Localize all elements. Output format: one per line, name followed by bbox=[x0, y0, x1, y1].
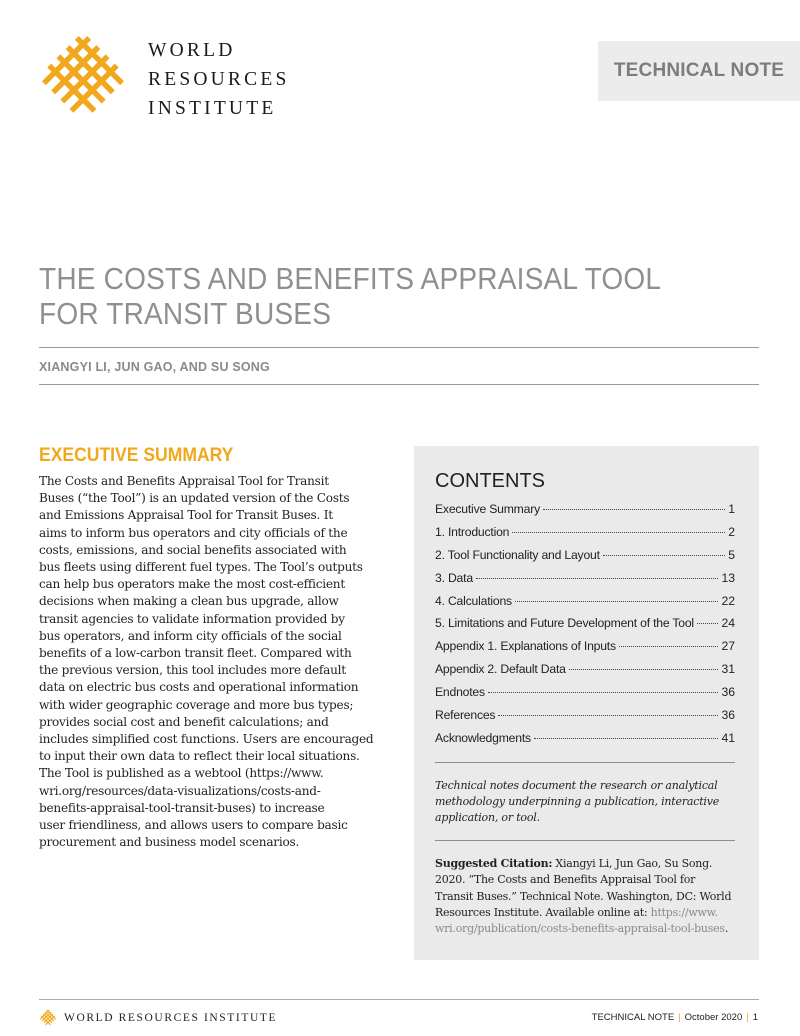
authors-divider bbox=[39, 384, 759, 385]
toc-item-page: 1 bbox=[728, 502, 735, 516]
summary-line: provides social cost and benefit calculations; and bbox=[39, 714, 329, 729]
toc-item-page: 5 bbox=[728, 547, 735, 562]
summary-line: benefits-appraisal-tool-transit-buses) to increase bbox=[39, 800, 325, 815]
org-name bbox=[148, 36, 290, 123]
toc-item-page: 2 bbox=[728, 524, 735, 539]
citation-label: Suggested Citation: bbox=[435, 857, 553, 870]
wri-logo-icon bbox=[38, 32, 128, 122]
footer-date: October 2020 bbox=[684, 1012, 743, 1023]
toc-item-page: 13 bbox=[721, 570, 735, 585]
footer-label: TECHNICAL NOTE bbox=[591, 1012, 675, 1023]
summary-line: includes simplified cost functions. Users are encouraged bbox=[39, 732, 374, 747]
summary-line: with wider geographic coverage and more bus types; bbox=[39, 697, 354, 712]
toc-item-page: 36 bbox=[721, 708, 735, 723]
document-title bbox=[39, 262, 683, 332]
citation-text: 2020. “The Costs and Benefits Appraisal Tool for bbox=[435, 873, 696, 887]
summary-line: can help bus operators make the most cost-efficient bbox=[39, 577, 345, 592]
org-name-line: WORLD bbox=[148, 40, 236, 61]
contents-divider bbox=[435, 762, 735, 763]
summary-line: The Costs and Benefits Appraisal Tool for Transit bbox=[39, 474, 329, 488]
title-line: THE COSTS AND BENEFITS APPRAISAL TOOL bbox=[39, 262, 662, 296]
toc-item-page: 22 bbox=[721, 593, 735, 608]
toc-leader-dots bbox=[569, 669, 719, 670]
contents-title: CONTENTS bbox=[435, 470, 545, 492]
title-line: FOR TRANSIT BUSES bbox=[39, 297, 332, 331]
tech-note-line: methodology underpinning a publication, interactive bbox=[435, 795, 720, 809]
title-divider bbox=[39, 347, 759, 348]
toc-item[interactable] bbox=[435, 731, 735, 754]
toc-item-label: Appendix 1. Explanations of Inputs bbox=[435, 639, 616, 654]
summary-line: benefits of a low-carbon transit fleet. Compared with bbox=[39, 646, 352, 661]
citation-text: Transit Buses.” Technical Note. Washington, DC: World bbox=[435, 889, 732, 903]
citation-divider bbox=[435, 840, 735, 841]
summary-line: transit agencies to validate information provided by bbox=[39, 611, 345, 626]
tech-note-line: application, or tool. bbox=[435, 811, 540, 825]
executive-summary-heading: EXECUTIVE SUMMARY bbox=[39, 444, 234, 466]
toc-item[interactable] bbox=[435, 616, 735, 639]
contents-panel bbox=[414, 446, 759, 960]
authors: XIANGYI LI, JUN GAO, AND SU SONG bbox=[39, 360, 270, 374]
toc-item-label: Acknowledgments bbox=[435, 730, 531, 745]
toc-leader-dots bbox=[603, 555, 725, 556]
toc-item-page: 27 bbox=[721, 639, 735, 654]
toc-leader-dots bbox=[543, 509, 725, 510]
toc-item-label: 4. Calculations bbox=[435, 593, 512, 608]
footer-page-number: 1 bbox=[752, 1012, 758, 1023]
toc-item[interactable] bbox=[435, 685, 735, 708]
citation-end: . bbox=[724, 922, 729, 936]
summary-line: and Emissions Appraisal Tool for Transit Buses. It bbox=[39, 508, 333, 523]
toc-item[interactable] bbox=[435, 639, 735, 662]
toc-item-label: Executive Summary bbox=[435, 502, 540, 516]
toc-item[interactable] bbox=[435, 708, 735, 731]
summary-line: bus operators, and inform city officials of the social bbox=[39, 628, 342, 643]
toc-item-label: 2. Tool Functionality and Layout bbox=[435, 547, 600, 562]
toc-leader-dots bbox=[515, 601, 718, 602]
suggested-citation bbox=[435, 856, 745, 937]
tech-note-line: Technical notes document the research or analytical bbox=[435, 779, 718, 792]
citation-text: Xiangyi Li, Jun Gao, Su Song. bbox=[552, 857, 713, 870]
wri-footer-logo-icon bbox=[39, 1009, 57, 1027]
executive-summary-body bbox=[39, 473, 391, 851]
summary-line: to input their own data to reflect their local situations. bbox=[39, 749, 360, 764]
summary-line: procurement and business model scenarios. bbox=[39, 835, 300, 850]
toc-item-label: 1. Introduction bbox=[435, 524, 510, 539]
technical-note-badge: TECHNICAL NOTE bbox=[598, 41, 800, 101]
toc-leader-dots bbox=[619, 646, 719, 647]
toc-item-label: 3. Data bbox=[435, 570, 473, 585]
summary-line: costs, emissions, and social benefits associated with bbox=[39, 542, 347, 557]
citation-text: Resources Institute. Available online at: bbox=[435, 905, 651, 919]
footer-org-name: WORLD RESOURCES INSTITUTE bbox=[64, 1012, 278, 1024]
citation-url-link[interactable]: wri.org/publication/costs-benefits-appraisal-tool-buses bbox=[435, 922, 725, 936]
summary-line: decisions when making a clean bus upgrade, allow bbox=[39, 594, 339, 609]
toc-leader-dots bbox=[697, 623, 719, 624]
toc-leader-dots bbox=[534, 738, 719, 739]
table-of-contents bbox=[435, 502, 735, 754]
summary-line: wri.org/resources/data-visualizations/costs-and- bbox=[39, 783, 321, 798]
toc-item-page: 36 bbox=[721, 685, 735, 700]
toc-leader-dots bbox=[488, 692, 719, 693]
summary-line: user friendliness, and allows users to compare basic bbox=[39, 818, 348, 833]
toc-item-label: Endnotes bbox=[435, 685, 485, 700]
toc-item[interactable] bbox=[435, 594, 735, 617]
summary-line: aims to inform bus operators and city officials of the bbox=[39, 525, 348, 540]
summary-line: The Tool is published as a webtool (https://www. bbox=[39, 766, 324, 781]
toc-leader-dots bbox=[476, 578, 719, 579]
toc-leader-dots bbox=[512, 532, 725, 533]
summary-line: bus fleets using different fuel types. The Tool’s outputs bbox=[39, 560, 363, 575]
toc-item[interactable] bbox=[435, 548, 735, 571]
toc-item-page: 24 bbox=[721, 616, 735, 631]
toc-item-label: 5. Limitations and Future Development of the Tool bbox=[435, 616, 694, 631]
technical-note-description bbox=[435, 778, 735, 827]
org-name-line: RESOURCES bbox=[148, 69, 290, 90]
toc-item[interactable] bbox=[435, 571, 735, 594]
toc-item[interactable] bbox=[435, 502, 735, 525]
footer-divider bbox=[39, 999, 759, 1000]
citation-url-link[interactable]: https://www. bbox=[650, 905, 718, 919]
toc-item-page: 31 bbox=[721, 662, 735, 677]
org-name-line: INSTITUTE bbox=[148, 98, 277, 119]
footer-meta: TECHNICAL NOTE | October 2020 | 1 bbox=[591, 1012, 758, 1023]
toc-item-page: 41 bbox=[721, 730, 735, 745]
summary-line: the previous version, this tool includes more default bbox=[39, 663, 346, 678]
summary-line: Buses (“the Tool”) is an updated version of the Costs bbox=[39, 491, 350, 506]
summary-line: data on electric bus costs and operational information bbox=[39, 680, 359, 695]
toc-item-label: Appendix 2. Default Data bbox=[435, 662, 566, 677]
toc-item[interactable] bbox=[435, 525, 735, 548]
toc-leader-dots bbox=[498, 715, 718, 716]
toc-item[interactable] bbox=[435, 662, 735, 685]
toc-item-label: References bbox=[435, 708, 496, 723]
